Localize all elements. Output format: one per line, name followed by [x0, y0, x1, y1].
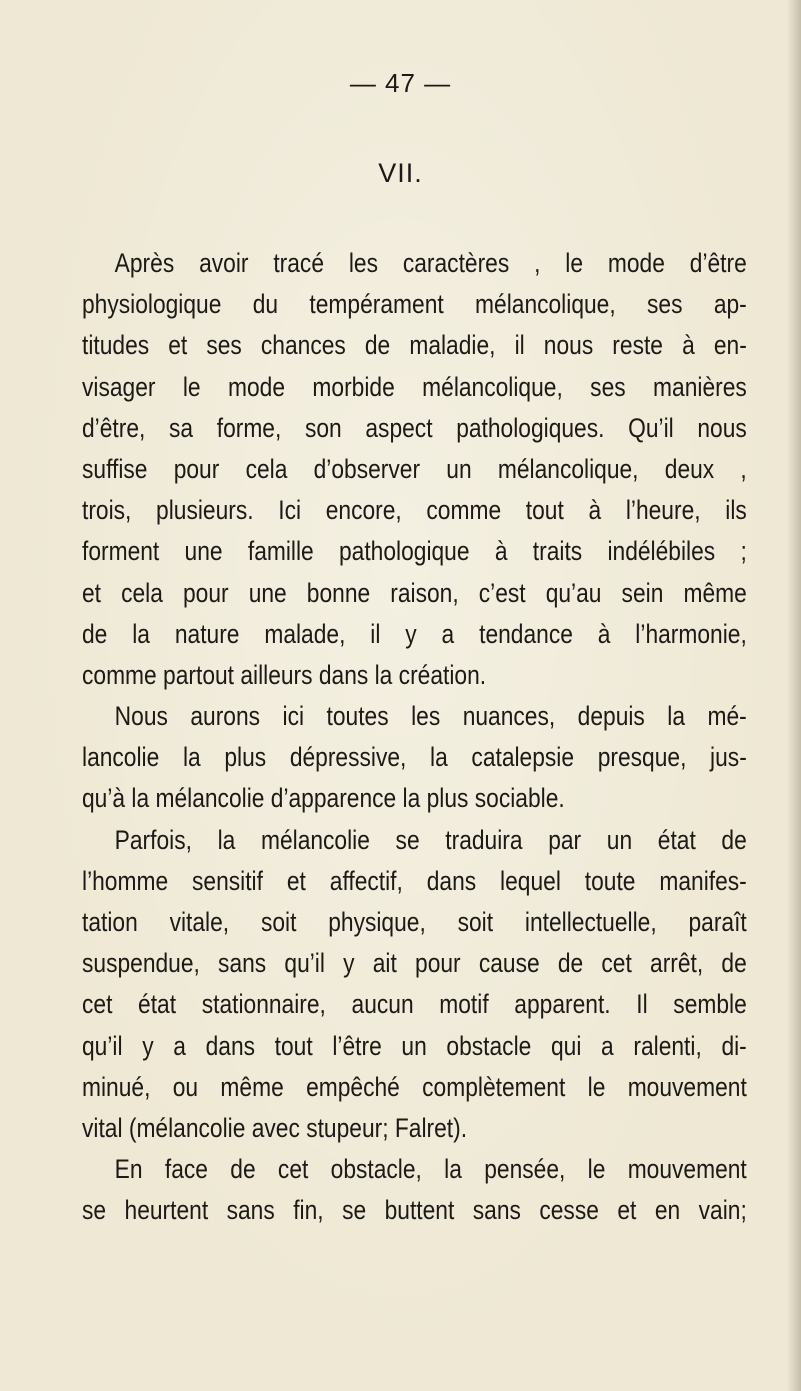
- text-line: l’homme sensitif et affectif, dans lequel toute manifes-: [82, 865, 747, 896]
- text-line: titudes et ses chances de maladie, il nous reste à en-: [82, 330, 747, 361]
- text-line: qu’à la mélancolie d’apparence la plus sociable.: [82, 783, 565, 814]
- text-line: Après avoir tracé les caractères , le mode d’être: [114, 248, 747, 278]
- text-line: comme partout ailleurs dans la création.: [82, 659, 487, 690]
- text-line: cet état stationnaire, aucun motif apparent. Il semble: [82, 989, 747, 1020]
- text-line: qu’il y a dans tout l’être un obstacle qui a ralenti, di-: [82, 1030, 747, 1061]
- section-heading: VII.: [378, 158, 423, 188]
- text-line: de la nature malade, il y a tendance à l’harmonie,: [82, 618, 747, 649]
- text-line: forment une famille pathologique à traits indélébiles ;: [82, 536, 747, 567]
- text-line: trois, plusieurs. Ici encore, comme tout à l’heure, ils: [82, 495, 747, 526]
- body-text: [82, 243, 747, 1232]
- text-line: d’être, sa forme, son aspect pathologiques. Qu’il nous: [82, 412, 747, 443]
- text-line: En face de cet obstacle, la pensée, le mouvement: [114, 1154, 747, 1185]
- text-line: Parfois, la mélancolie se traduira par un état de: [114, 824, 747, 855]
- text-line: visager le mode morbide mélancolique, ses manières: [82, 371, 747, 402]
- text-line: se heurtent sans fin, se buttent sans cesse et en vain;: [82, 1195, 747, 1226]
- text-line: vital (mélancolie avec stupeur; Falret).: [82, 1112, 468, 1143]
- page-number: — 47 —: [349, 68, 452, 98]
- text-line: et cela pour une bonne raison, c’est qu’au sein même: [82, 577, 747, 608]
- text-line: physiologique du tempérament mélancolique, ses ap-: [82, 289, 747, 320]
- text-line: Nous aurons ici toutes les nuances, depuis la mé-: [114, 701, 747, 732]
- text-line: suffise pour cela d’observer un mélancolique, deux ,: [82, 453, 747, 484]
- text-line: minué, ou même empêché complètement le mouvement: [82, 1071, 747, 1102]
- text-line: suspendue, sans qu’il y ait pour cause de cet arrêt, de: [82, 948, 747, 979]
- text-line: tation vitale, soit physique, soit intellectuelle, paraît: [82, 907, 747, 937]
- text-line: lancolie la plus dépressive, la catalepsie presque, jus-: [82, 742, 747, 773]
- page-edge-shadow: [787, 0, 801, 1391]
